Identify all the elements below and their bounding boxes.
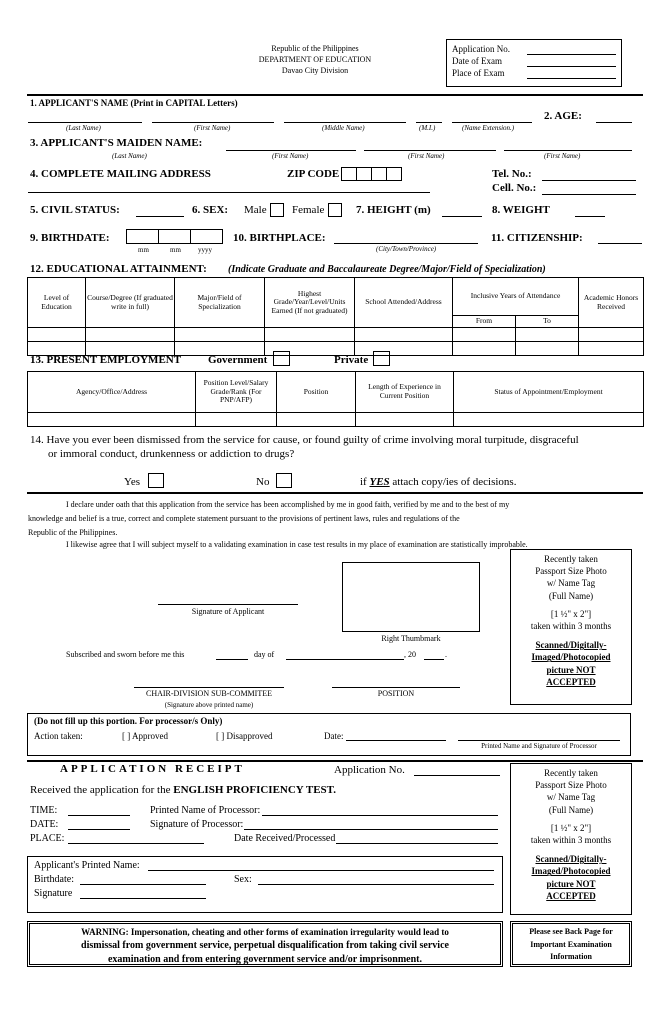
date-received-field[interactable] bbox=[336, 843, 498, 844]
sworn-day-field[interactable] bbox=[216, 659, 248, 660]
date-received-label: Date Received/Processed bbox=[234, 833, 336, 844]
chair-label: CHAIR-DIVISION SUB-COMMITEE bbox=[146, 689, 272, 698]
citizenship-field[interactable] bbox=[598, 243, 642, 244]
zip-digit-3[interactable] bbox=[371, 167, 387, 181]
receipt-signature-label: Signature bbox=[34, 888, 73, 899]
yes-label: Yes bbox=[124, 476, 141, 488]
zip-code-label: ZIP CODE bbox=[287, 168, 340, 180]
signature-processor-field[interactable] bbox=[244, 829, 498, 830]
no-checkbox[interactable] bbox=[276, 473, 292, 488]
mi-field[interactable] bbox=[416, 122, 442, 123]
zip-digit-1[interactable] bbox=[341, 167, 357, 181]
processor-date-field[interactable] bbox=[346, 740, 446, 741]
header-division: Davao City Division bbox=[281, 66, 349, 75]
col-agency-office: Agency/Office/Address bbox=[28, 372, 196, 413]
col-position: Position bbox=[277, 372, 356, 413]
male-label: Male bbox=[244, 204, 267, 216]
time-field[interactable] bbox=[68, 815, 130, 816]
col-highest-grade: Highest Grade/Year/Level/Units Earned (If not graduated) bbox=[265, 278, 355, 328]
mailing-address-field[interactable] bbox=[28, 192, 430, 193]
thumbmark-box[interactable] bbox=[342, 562, 480, 632]
photo-instructions: Recently taken Passport Size Photo w/ Name Tag (Full Name) [1 ½" x 2"] taken within 3 months Scanned/Digitally- Imaged/Photocopied picture NOT ACCEPTED bbox=[530, 554, 612, 687]
maiden-first-field-3[interactable] bbox=[504, 150, 632, 151]
application-no-field[interactable] bbox=[527, 54, 616, 55]
no-label: No bbox=[256, 476, 270, 488]
application-no-label: Application No. bbox=[452, 44, 510, 54]
female-label: Female bbox=[292, 204, 325, 216]
time-label: TIME: bbox=[30, 805, 58, 816]
age-field[interactable] bbox=[596, 122, 632, 123]
tel-no-label: Tel. No.: bbox=[492, 168, 532, 180]
female-checkbox[interactable] bbox=[328, 203, 342, 217]
dismissal-question-line1: 14. Have you ever been dismissed from the service for cause, or found guilty of crime involving moral turpitude, disgraceful bbox=[30, 434, 579, 446]
col-school-attended: School Attended/Address bbox=[355, 278, 453, 328]
col-position-level: Position Level/Salary Grade/Rank (For PNP/AFP) bbox=[196, 372, 277, 413]
col-length-experience: Length of Experience in Current Position bbox=[356, 372, 454, 413]
receipt-title: APPLICATION RECEIPT bbox=[60, 763, 245, 775]
birthdate-day-box[interactable] bbox=[158, 229, 191, 244]
date-field[interactable] bbox=[68, 829, 130, 830]
processor-date-label: Date: bbox=[324, 731, 344, 741]
place-field[interactable] bbox=[68, 843, 204, 844]
sworn-month-field[interactable] bbox=[286, 659, 404, 660]
government-checkbox[interactable] bbox=[273, 351, 290, 366]
year-suffix-dot: . bbox=[445, 650, 447, 659]
civil-status-field[interactable] bbox=[136, 216, 184, 217]
date-of-exam-label: Date of Exam bbox=[452, 56, 502, 66]
height-label: 7. HEIGHT (m) bbox=[356, 204, 431, 216]
header-rule bbox=[27, 94, 643, 96]
civil-status-label: 5. CIVIL STATUS: bbox=[30, 204, 120, 216]
col-course-degree: Course/Degree (If graduated write in full) bbox=[86, 278, 175, 328]
government-label: Government bbox=[208, 354, 268, 366]
weight-field[interactable] bbox=[575, 216, 605, 217]
maiden-name-label: 3. APPLICANT'S MAIDEN NAME: bbox=[30, 137, 203, 149]
zip-digit-4[interactable] bbox=[386, 167, 402, 181]
birthdate-yyyy-hint: yyyy bbox=[198, 246, 212, 254]
header-department: DEPARTMENT OF EDUCATION bbox=[258, 55, 372, 64]
receipt-sex-field[interactable] bbox=[258, 884, 494, 885]
disapproved-option[interactable]: [ ] Disapproved bbox=[216, 731, 273, 741]
private-checkbox[interactable] bbox=[373, 351, 390, 366]
approved-option[interactable]: [ ] Approved bbox=[122, 731, 168, 741]
signature-processor-label: Signature of Processor: bbox=[150, 819, 244, 830]
extension-hint: (Name Extension.) bbox=[462, 124, 515, 132]
chair-hint: (Signature above printed name) bbox=[164, 701, 254, 709]
employment-row[interactable] bbox=[28, 413, 644, 427]
receipt-rule bbox=[27, 760, 643, 762]
zip-digit-2[interactable] bbox=[356, 167, 372, 181]
mi-hint: (M.I.) bbox=[419, 124, 436, 132]
employment-table bbox=[27, 371, 644, 427]
signature-of-applicant-label: Signature of Applicant bbox=[191, 607, 265, 616]
declaration-line4: I likewise agree that I will subject myself to a validating examination in case test results in my place of examination are statistically improbable. bbox=[66, 540, 528, 549]
maiden-first-hint-3: (First Name) bbox=[544, 152, 581, 160]
col-from: From bbox=[453, 316, 516, 328]
warning-text: WARNING: Impersonation, cheating and other forms of examination irregularity would lead to dismissal from government service, perpetual disqualification from taking civil service examination and from entering government service and/or imprisonment. bbox=[81, 927, 449, 965]
col-inclusive-years: Inclusive Years of Attendance bbox=[453, 278, 579, 316]
receipt-birthdate-label: Birthdate: bbox=[34, 874, 74, 885]
maiden-first-field-1[interactable] bbox=[226, 150, 356, 151]
processor-signature-label: Printed Name and Signature of Processor bbox=[481, 742, 597, 750]
col-major-specialization: Major/Field of Specialization bbox=[175, 278, 265, 328]
applicant-printed-name-field[interactable] bbox=[148, 870, 494, 871]
weight-label: 8. WEIGHT bbox=[492, 204, 550, 216]
age-label: 2. AGE: bbox=[544, 110, 582, 122]
if-yes-note: if YES attach copy/ies of decisions. bbox=[360, 476, 517, 488]
place-label: PLACE: bbox=[30, 833, 65, 844]
maiden-first-field-2[interactable] bbox=[364, 150, 496, 151]
date-of-exam-field[interactable] bbox=[527, 66, 616, 67]
middle-name-hint: (Middle Name) bbox=[322, 124, 365, 132]
first-name-field[interactable] bbox=[152, 122, 274, 123]
cell-no-label: Cell. No.: bbox=[492, 182, 537, 194]
processor-title: (Do not fill up this portion. For processor/s Only) bbox=[34, 716, 223, 726]
declaration-line3: Republic of the Philippines. bbox=[28, 528, 118, 537]
receipt-signature-field[interactable] bbox=[80, 898, 206, 899]
present-employment-label: 13. PRESENT EMPLOYMENT bbox=[30, 354, 182, 366]
birthdate-month-box[interactable] bbox=[126, 229, 159, 244]
birthdate-mm-hint-1: mm bbox=[138, 246, 149, 254]
birthdate-mm-hint-2: mm bbox=[170, 246, 181, 254]
maiden-last-hint: (Last Name) bbox=[112, 152, 147, 160]
applicant-name-label: 1. APPLICANT'S NAME (Print in CAPITAL Letters) bbox=[30, 98, 238, 108]
received-application-text: Received the application for the ENGLISH PROFICIENCY TEST. bbox=[30, 784, 336, 796]
receipt-application-no-label: Application No. bbox=[334, 764, 405, 776]
birthplace-field[interactable] bbox=[334, 243, 478, 244]
date-label: DATE: bbox=[30, 819, 59, 830]
printed-name-processor-label: Printed Name of Processor: bbox=[150, 805, 261, 816]
col-to: To bbox=[516, 316, 579, 328]
day-of-label: day of bbox=[254, 650, 275, 659]
cell-no-field[interactable] bbox=[542, 194, 636, 195]
middle-name-field[interactable] bbox=[284, 122, 406, 123]
birthdate-label: 9. BIRTHDATE: bbox=[30, 232, 110, 244]
declaration-line1: I declare under oath that this application from the service has been accomplished by me in good faith, verified by me and to the best of my bbox=[66, 500, 510, 509]
declaration-line2: knowledge and belief is a true, correct and complete statement pursuant to the provisions of pertinent laws, rules and regulations of the bbox=[28, 514, 460, 523]
header-republic: Republic of the Philippines bbox=[271, 44, 359, 53]
maiden-first-hint-2: (First Name) bbox=[408, 152, 445, 160]
place-of-exam-label: Place of Exam bbox=[452, 68, 505, 78]
place-of-exam-field[interactable] bbox=[527, 78, 616, 79]
receipt-sex-label: Sex: bbox=[234, 874, 252, 885]
first-name-hint: (First Name) bbox=[194, 124, 231, 132]
right-thumbmark-label: Right Thumbmark bbox=[381, 634, 441, 643]
sex-label: 6. SEX: bbox=[192, 204, 229, 216]
position-label: POSITION bbox=[377, 689, 415, 698]
tel-no-field[interactable] bbox=[542, 180, 636, 181]
male-checkbox[interactable] bbox=[270, 203, 284, 217]
education-table bbox=[27, 277, 644, 356]
height-field[interactable] bbox=[442, 216, 482, 217]
sworn-year-field[interactable] bbox=[424, 659, 444, 660]
education-row[interactable] bbox=[28, 328, 644, 342]
col-academic-honors: Academic Honors Received bbox=[579, 278, 644, 328]
receipt-photo-instructions: Recently taken Passport Size Photo w/ Name Tag (Full Name) [1 ½" x 2"] taken within 3 months Scanned/Digitally- Imaged/Photocopied picture NOT ACCEPTED bbox=[530, 768, 612, 901]
name-extension-field[interactable] bbox=[452, 122, 532, 123]
position-field[interactable] bbox=[332, 687, 460, 688]
col-status-appointment: Status of Appointment/Employment bbox=[454, 372, 644, 413]
action-taken-label: Action taken: bbox=[34, 731, 83, 741]
back-page-note: Please see Back Page for Important Examination Information bbox=[529, 927, 613, 961]
yes-checkbox[interactable] bbox=[148, 473, 164, 488]
col-level-of-education: Level of Education bbox=[28, 278, 86, 328]
applicant-printed-name-label: Applicant's Printed Name: bbox=[34, 860, 140, 871]
private-label: Private bbox=[334, 354, 369, 366]
last-name-hint: (Last Name) bbox=[66, 124, 101, 132]
maiden-first-hint-1: (First Name) bbox=[272, 152, 309, 160]
birthplace-hint: (City/Town/Province) bbox=[376, 245, 437, 253]
last-name-field[interactable] bbox=[28, 122, 142, 123]
receipt-birthdate-field[interactable] bbox=[80, 884, 206, 885]
year-prefix-label: , 20 bbox=[404, 650, 416, 659]
citizenship-label: 11. CITIZENSHIP: bbox=[491, 232, 583, 244]
birthplace-label: 10. BIRTHPLACE: bbox=[233, 232, 326, 244]
section-rule bbox=[27, 492, 643, 494]
sworn-label: Subscribed and sworn before me this bbox=[66, 650, 185, 659]
applicant-signature-field[interactable] bbox=[158, 604, 298, 605]
printed-name-processor-field[interactable] bbox=[262, 815, 498, 816]
receipt-application-no-field[interactable] bbox=[414, 775, 500, 776]
educational-attainment-hint: (Indicate Graduate and Baccalaureate Degree/Major/Field of Specialization) bbox=[228, 264, 546, 275]
mailing-address-label: 4. COMPLETE MAILING ADDRESS bbox=[30, 168, 211, 180]
dismissal-question-line2: or immoral conduct, drunkenness or addiction to drugs? bbox=[48, 448, 295, 460]
educational-attainment-label: 12. EDUCATIONAL ATTAINMENT: bbox=[30, 263, 207, 275]
chair-signature-field[interactable] bbox=[134, 687, 284, 688]
birthdate-year-box[interactable] bbox=[190, 229, 223, 244]
processor-signature-field[interactable] bbox=[458, 740, 620, 741]
